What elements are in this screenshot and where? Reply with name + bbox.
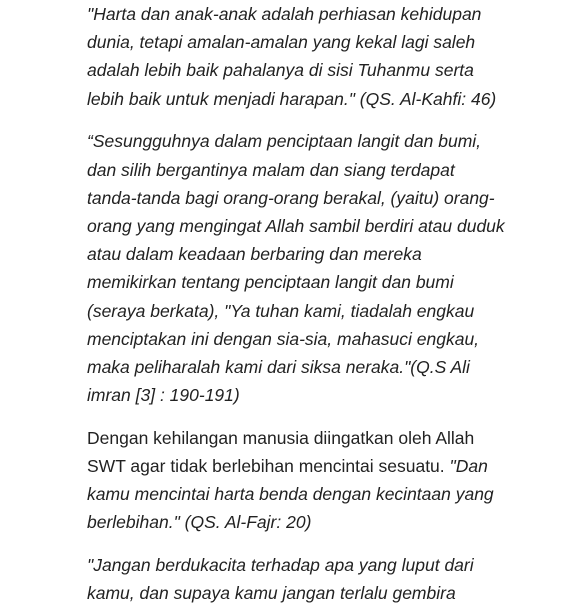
quote-text: "Harta dan anak-anak adalah perhiasan kehidupan dunia, tetapi amalan-amalan yang kekal lagi saleh adalah lebih baik pahalanya di sisi Tuhanmu serta lebih baik untuk menjadi harapan." (QS. Al-Kahfi: 46) [87,4,497,109]
quote-text: "Dan kamu mencintai harta benda dengan kecintaan yang berlebihan." (QS. Al-Fajr: 20) [87,456,494,533]
quote-jangan-berdukacita [87,551,507,607]
paragraph-kehilangan [87,424,507,537]
article-body [87,0,507,608]
quote-ali-imran [87,127,507,409]
quote-text: “Sesungguhnya dalam penciptaan langit dan bumi, dan silih bergantinya malam dan siang terdapat tanda-tanda bagi orang-orang berakal, (yaitu) orang-orang yang mengingat Allah sambil berdiri atau duduk atau dalam keadaan berbaring dan mereka memikirkan tentang penciptaan langit dan bumi (seraya berkata), "Ya tuhan kami, tiadalah engkau menciptakan ini dengan sia-sia, mahasuci engkau, maka peliharalah kami dari siksa neraka."(Q.S Ali imran [3] : 190-191) [87,131,505,406]
quote-al-kahfi [87,0,507,113]
quote-text: "Jangan berdukacita terhadap apa yang luput dari kamu, dan supaya kamu jangan terlalu gembira [87,555,474,604]
body-text: Dengan kehilangan manusia diingatkan oleh Allah SWT agar tidak berlebihan mencintai sesuatu. [87,427,475,477]
